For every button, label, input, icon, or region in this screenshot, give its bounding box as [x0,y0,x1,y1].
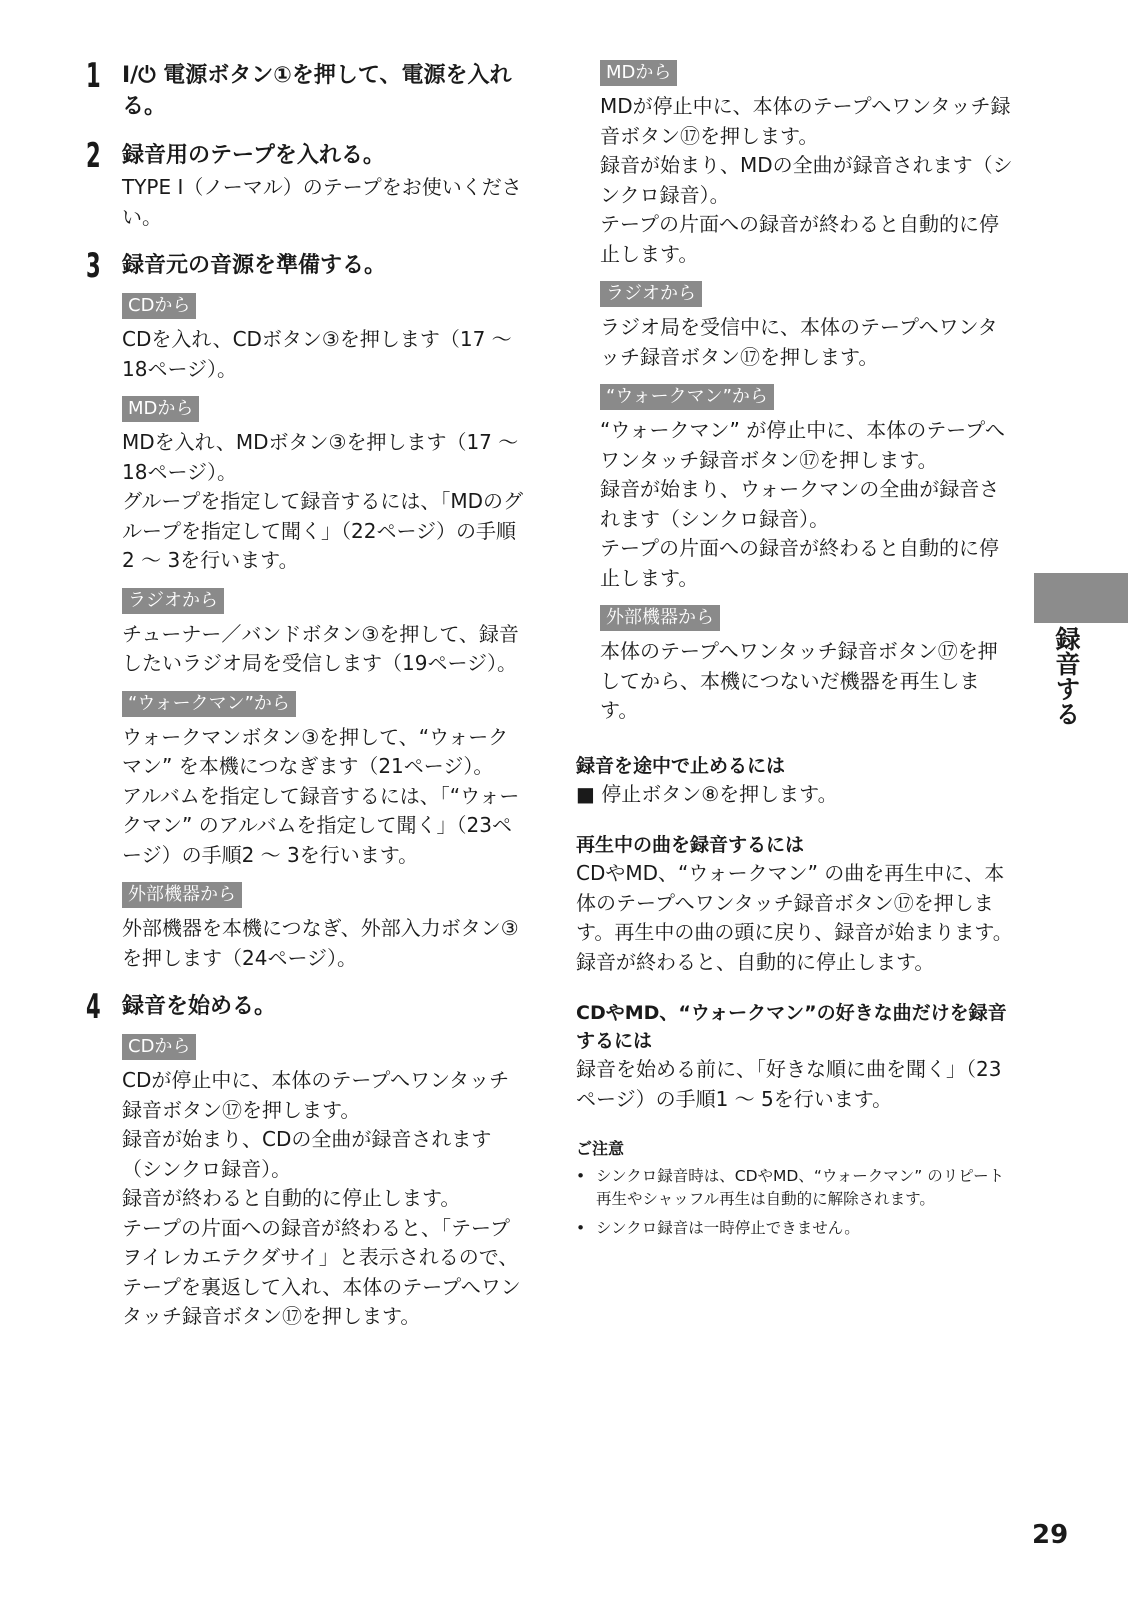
step-4 [86,987,526,1332]
section-label: MDから [600,60,677,86]
paragraph: MDが停止中に、本体のテープへワンタッチ録音ボタン⑰を押します。 [600,94,1011,148]
paragraph: 録音が始まり、ウォークマンの全曲が録音されます（シンクロ録音）。 [600,477,1000,531]
section-label: ラジオから [600,281,702,307]
paragraph: 録音が始まり、MDの全曲が録音されます（シンクロ録音）。 [600,153,1013,207]
paragraph: CDが停止中に、本体のテープへワンタッチ録音ボタン⑰を押します。 [122,1068,510,1122]
paragraph: グループを指定して録音するには、「MDのグループを指定して聞く」（22ページ）の手順2 ～ 3を行います。 [122,489,524,572]
current-track-section [576,831,1016,977]
record-walkman [576,384,1016,593]
step-number: 4 [86,987,101,1027]
note-text: シンクロ録音時は、CDやMD、“ウォークマン” のリピート再生やシャッフル再生は自動的に解除されます。 [596,1167,1005,1208]
bullet: • [576,1167,586,1185]
left-column [86,56,526,1340]
paragraph: テープの片面への録音が終わると、「テープヲイレカエテクダサイ」と表示されるので、テープを裏返して入れ、本体のテープへワンタッチ録音ボタン⑰を押します。 [122,1215,521,1328]
step-3 [86,246,526,973]
paragraph: 録音を始める前に、「好きな順に曲を聞く」（23ページ）の手順1 ～ 5を行います。 [576,1057,1002,1111]
notes-section [576,1136,1016,1240]
section-label: “ウォークマン”から [122,691,296,717]
record-radio [576,281,1016,372]
record-md [576,60,1016,269]
paragraph: CDを入れ、CDボタン③を押します（17 ～ 18ページ）。 [122,327,512,381]
stop-section [576,752,1016,810]
step-number: 1 [86,56,101,96]
notes-heading: ご注意 [576,1139,625,1158]
section-label: ラジオから [122,588,224,614]
section-label: CDから [122,1034,196,1060]
paragraph: テープの片面への録音が終わると自動的に停止します。 [600,212,999,266]
section-heading: 再生中の曲を録音するには [576,834,805,856]
section-heading: CDやMD、“ウォークマン”の好きな曲だけを録音するには [576,1002,1007,1052]
section-label: 外部機器から [600,605,720,631]
step-body: TYPE I（ノーマル）のテープをお使いください。 [122,175,522,229]
page-number: 29 [1032,1520,1069,1550]
section-heading: 録音を途中で止めるには [576,754,786,777]
paragraph: アルバムを指定して録音するには、「“ウォークマン” のアルバムを指定して聞く」（23ページ）の手順2 ～ 3を行います。 [122,783,520,867]
section-label: “ウォークマン”から [600,384,774,410]
paragraph: 外部機器を本機につなぎ、外部入力ボタン③を押します（24ページ）。 [122,916,519,970]
step-title: 録音用のテープを入れる。 [122,143,385,168]
paragraph: MDを入れ、MDボタン③を押します（17 ～ 18ページ）。 [122,430,519,484]
note-item [576,1165,1016,1211]
paragraph: 本体のテープへワンタッチ録音ボタン⑰を押してから、本機につないだ機器を再生します。 [600,639,998,722]
section-label: MDから [122,396,199,422]
source-external [122,882,526,973]
right-column [576,60,1016,1246]
record-external [576,605,1016,726]
source-radio [122,588,526,679]
source-md [122,396,526,576]
paragraph: 録音が終わると自動的に停止します。 [122,1186,461,1210]
paragraph: CDやMD、“ウォークマン” の曲を再生中に、本体のテープへワンタッチ録音ボタン⑰を押します。再生中の曲の頭に戻り、録音が始まります。録音が終わると、自動的に停止します。 [576,861,1013,974]
paragraph: ラジオ局を受信中に、本体のテープへワンタッチ録音ボタン⑰を押します。 [600,315,998,369]
step-number: 3 [86,246,101,286]
notes-list [576,1165,1016,1240]
record-cd [122,1034,526,1332]
step-number: 2 [86,136,101,176]
source-walkman [122,691,526,871]
side-tab-label: 録音する [1052,626,1081,726]
step-title: 録音を始める。 [122,994,277,1019]
source-cd [122,293,526,384]
step-2 [86,136,526,232]
paragraph: “ウォークマン” が停止中に、本体のテープへワンタッチ録音ボタン⑰を押します。 [600,418,1005,472]
step-title: 録音元の音源を準備する。 [122,253,387,278]
section-label: 外部機器から [122,882,242,908]
paragraph: 録音が始まり、CDの全曲が録音されます（シンクロ録音）。 [122,1127,492,1181]
favorite-tracks-section [576,999,1016,1114]
bullet: • [576,1219,586,1237]
step-title: I/⏻ 電源ボタン①を押して、電源を入れる。 [122,63,512,119]
note-text: シンクロ録音は一時停止できません。 [596,1219,860,1237]
section-label: CDから [122,293,196,319]
side-tab [1034,573,1128,623]
note-item [576,1217,1016,1240]
paragraph: ウォークマンボタン③を押して、“ウォークマン” を本機につなぎます（21ページ）。 [122,724,509,778]
paragraph: チューナー／バンドボタン③を押して、録音したいラジオ局を受信します（19ページ）。 [122,621,519,675]
step-1 [86,56,526,122]
paragraph: ■ 停止ボタン⑧を押します。 [576,781,838,806]
paragraph: テープの片面への録音が終わると自動的に停止します。 [600,536,999,590]
